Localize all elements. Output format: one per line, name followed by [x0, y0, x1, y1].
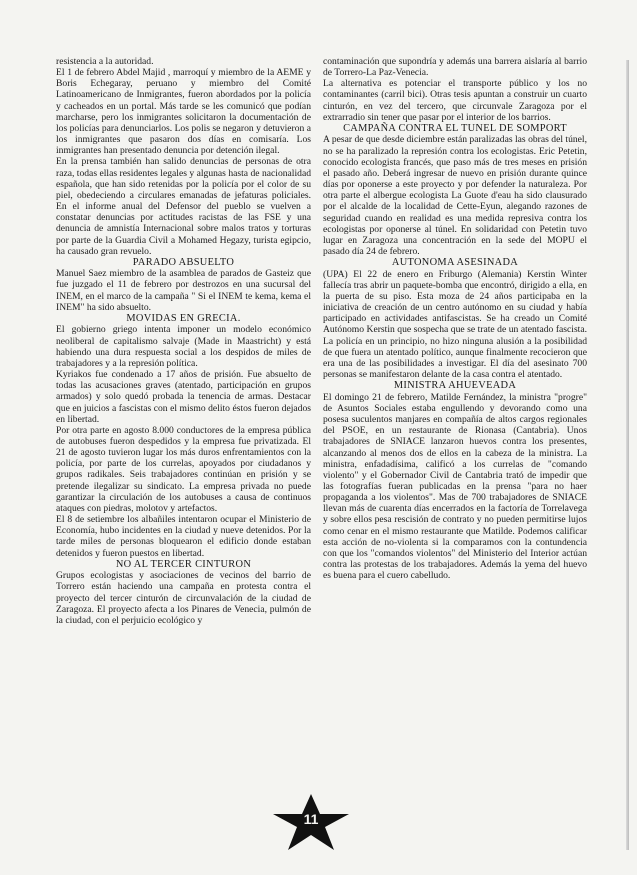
paragraph: La alternativa es potenciar el transporte público y los no contaminantes (carril bici). Otras tesis apuntan a construir un cuarto cinturón, en vez del tercero, que circunvale Zaragoza por el extrarradio sin tener que pasar por el interior de los barrios. — [323, 78, 587, 123]
section-heading-campana-contra-el-tunel-de-somport: CAMPAÑA CONTRA EL TUNEL DE SOMPORT — [343, 122, 567, 134]
section-heading-no-al-tercer-cinturon: NO AL TERCER CINTURON — [115, 558, 252, 570]
page-number-emblem — [271, 794, 351, 850]
paragraph: Por otra parte en agosto 8.000 conductores de la empresa pública de autobuses fueron despedidos y la empresa fue privatizada. El 21 de agosto tuvieron lugar los más duros enfrentamientos con la policía, por parte de los currelas, apoyados por ciudadanos y grupos radikales. Seis trabajadores continúan en prisión y se pretende ilegalizar su sindicato. La empresa privada no puede garantizar la circulación de los autobuses a causa de continuos ataques con piedras, molotov y artefactos. — [56, 424, 311, 514]
paragraph: (UPA) El 22 de enero en Friburgo (Alemania) Kerstin Winter fallecía tras abrir un paquete-bomba que encontró, dirigido a ella, en la puerta de su piso. Esta moza de 24 años participaba en la iniciativa de creación de un centro autónomo en su ciudad y había participado en actividades antifascistas. Se ha creado un Comité Autónomo Kerstin que sospecha que se trate de un atentado fascista. La policía en un principio, no hizo ninguna alusión a la posibilidad de que fuera un atentado político, aunque finalmente recocieron que era una de las posibilidades a investigar. El día del asesinato 700 personas se manifestaron delante de la casa contra el atentado. — [323, 268, 587, 381]
section-heading-parado-absuelto: PARADO ABSUELTO — [132, 256, 235, 268]
section-heading-ministra-ahueveada: MINISTRA AHUEVEADA — [393, 380, 517, 392]
left-column — [56, 56, 311, 626]
paragraph: resistencia a la autoridad. — [56, 56, 154, 67]
paragraph: contaminación que supondría y además una barrera aislaría al barrio de Torrero-La Paz-Venecia. — [323, 56, 587, 79]
paragraph: A pesar de que desde diciembre están paralizadas las obras del túnel, no se ha paralizado la represión contra los ecologistas. Eric Petetin, conocido ecologista francés, que paso más de tres meses en prisión el pasado año. Deberá ingresar de nuevo en prisión durante quince días por oponerse a este proyecto y por defender la naturaleza. Por otra parte el albergue ecologista La Guote d'eau ha sido clausurado por el alcalde de la localidad de Cette-Eyun, alegando razones de seguridad cuando en realidad es una medida represiva contra los ecologistas por oponerse al túnel. En solidaridad con Petetin tuvo lugar en Zaragoza una concentración en la sede del MOPU el pasado día 24 de febrero. — [323, 134, 587, 257]
paragraph: Kyriakos fue condenado a 17 años de prisión. Fue absuelto de todas las acusaciones graves (atentado, participación en grupos armados) y solo quedó probada la tenencia de armas. Destacar que en juicios a fascistas con el mismo delito éstos fueron dejados en libertad. — [56, 369, 311, 425]
paragraph: El 1 de febrero Abdel Majid , marroquí y miembro de la AEME y Boris Echegaray, peruano y miembro del Comité Latinoamericano de Inmigrantes, fueron abordados por la policía y cacheados en un portal. Más tarde se les comunicó que podían marcharse, pero los inmigrantes solicitaron la documentación de los policías para denunciarlos. Los polis se negaron y detuvieron a los inmigrantes que pasaron dos días en comisaría. Los inmigrantes han presentado denuncia por detención ilegal. — [56, 67, 311, 157]
paragraph: Grupos ecologistas y asociaciones de vecinos del barrio de Torrero están haciendo una campaña en protesta contra el proyecto del tercer cinturón de circunvalación de la ciudad de Zaragoza. El proyecto afecta a los Pinares de Venecia, pulmón de la ciudad, con el perjuicio ecológico y — [56, 570, 311, 626]
section-heading-movidas-en-grecia: MOVIDAS EN GRECIA. — [126, 312, 241, 324]
page-edge-shadow — [626, 60, 629, 850]
paragraph: El gobierno griego intenta imponer un modelo económico neoliberal de capitalismo salvaje (Made in Maastricht) y está habiendo una dura respuesta social a los despidos de miles de trabajadores y a la represión política. — [56, 324, 311, 369]
section-heading-autonoma-asesinada: AUTONOMA ASESINADA — [391, 257, 519, 269]
paragraph: Manuel Saez miembro de la asamblea de parados de Gasteiz que fue juzgado el 11 de febrero por destrozos en una sucursal del INEM, en el marco de la campaña " Si el INEM te kema, kema el INEM" ha sido absuelto. — [56, 268, 311, 313]
paragraph: En la prensa también han salido denuncias de personas de otra raza, todas ellas residentes legales y algunas hasta de nacionalidad española, que han sido retenidas por la policía por el color de su piel, obedeciendo a circulares emanadas de jefaturas policiales. En el informe anual del Defensor del pueblo se vuelven a constatar denuncias por actitudes racistas de las FSE y una denuncia de amnistía Internacional sobre malos tratos y torturas por parte de la Guardia Civil a Mohamed Hegazy, turista egipcio, ha causado gran revuelo. — [56, 156, 311, 257]
page-number: 11 — [303, 811, 319, 827]
paragraph: El domingo 21 de febrero, Matilde Fernández, la ministra "progre" de Asuntos Sociales estaba engullendo y devorando como una posesa suculentos manjares en compañía de altos cargos regionales del PSOE, en un restaurante de Rionasa (Cantabria). Unos trabajadores de SNIACE lanzaron huevos contra los presentes, alcanzando al menos dos de ellos en la cabeza de la ministra. La ministra, enfadadísima, calificó a los currelas de "comando violento" y el Gobernador Civil de Cantabria trató de impedir que las fotografías fueran publicadas en la prensa "para no haer propaganda a los violentos". Mas de 700 trabajadores de SNIACE llevan más de cuarenta días encerrados en la factoría de Torrelavega y sobre ellos pesa rescisión de contrato y no pueden permitirse lujos como cenar en el mismo restaurante que Matilde. Podemos calificar esta acción de no-violenta si la comparamos con la contundencia con que los "comandos violentos" del Ministerio del Interior actúan contra las protestas de los trabajadores. Además la yema del huevo es buena para el cuero cabelludo. — [323, 391, 587, 582]
paragraph: El 8 de setiembre los albañiles intentaron ocupar el Ministerio de Economía, hubo incidentes en la ciudad y nueve detenidos. Por la tarde miles de personas bloquearon el edificio donde estaban detenidos y fueron puestos en libertad. — [56, 514, 311, 559]
right-column — [323, 56, 587, 581]
